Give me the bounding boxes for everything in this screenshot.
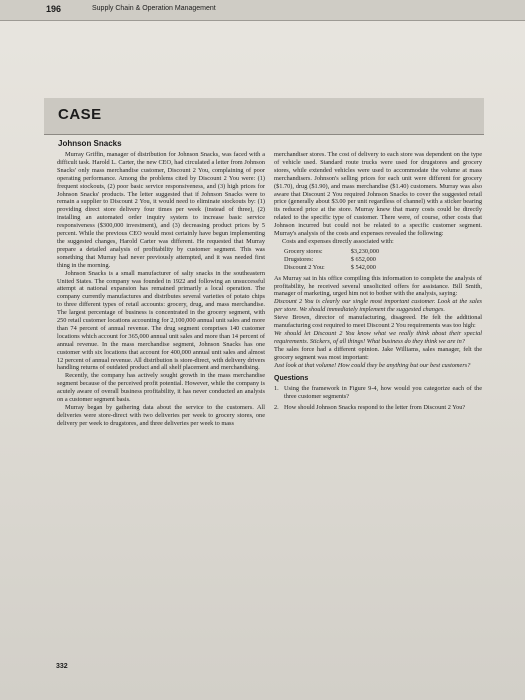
page-number-top: 196 — [46, 4, 62, 14]
question-number: 1. — [274, 385, 279, 393]
running-head: Supply Chain & Operation Management — [92, 5, 216, 12]
case-label: CASE — [58, 106, 102, 123]
case-banner — [44, 98, 484, 135]
cost-amount: $ 542,000 — [350, 263, 376, 271]
left-paragraph-4: Murray began by gathering data about the service to the customers. All deliveries were store-direct with two deliveries per week to grocery stores, one delivery per week to drugstores, and three deliveries per week to mass — [57, 404, 265, 427]
cost-label: Grocery stores: — [284, 247, 323, 255]
cost-table — [284, 248, 379, 272]
right-paragraph-4: The sales force had a different opinion. Jake Williams, sales manager, felt the grocery segment was most important: — [274, 345, 482, 361]
question-item — [274, 404, 482, 412]
right-paragraph-2: As Murray sat in his office compiling this information to complete the analysis of profitability, he received several unsolicited offers for assistance. Bill Smith, manager of marketing, urged him not to bother with the analysis, saying: — [274, 274, 482, 298]
quote-manufacturing: We should let Discount 2 You know what we really think about their special requirements. Stickers, of all things! What business do they think we are in? — [274, 329, 482, 345]
left-column — [57, 151, 265, 661]
cost-label: Drugstores: — [284, 255, 314, 263]
cost-amount: $3,230,000 — [350, 247, 380, 255]
question-item — [274, 385, 482, 401]
left-paragraph-2: Johnson Snacks is a small manufacturer of salty snacks in the southeastern United States. The company was founded in 1922 and following an unsuccessful attempt at national expansion has remained primarily a local operation. The company currently manufactures and distributes several varieties of potato chips to three different types of retail accounts: grocery, drug, and mass merchandise. The largest percentage of business is concentrated in the grocery segment, with 250 retail customer locations accounting for 2,100,000 annual unit sales and more than 74 percent of annual revenue. The drug segment comprises 140 customer locations which account for 365,000 annual unit sales and more than 14 percent of annual revenue. In the mass merchandise segment, Johnson Snacks has one customer with six locations that account for 400,000 annual unit sales and almost 12 percent of annual revenue. All distribution is store-direct, with delivery drivers handling returns of outdated product and all shelf placement and merchandising. — [57, 269, 265, 372]
right-paragraph-3: Steve Brown, director of manufacturing, disagreed. He felt the additional manufacturing cost required to meet Discount 2 You requirements was too high: — [274, 314, 482, 330]
left-paragraph-3: Recently, the company has actively sought growth in the mass merchandise segment because of the perceived profit potential. However, while the company is acutely aware of overall business profitability, it has never conducted an analysis on a customer segment basis. — [57, 372, 265, 404]
cost-amount: $ 652,000 — [350, 255, 376, 263]
right-paragraph-1: merchandiser stores. The cost of delivery to each store was dependent on the type of vehicle used. Standard route trucks were used for drugstores and grocery stores, while extended vehicles were used to accommodate the volume at mass merchandisers. Johnson's selling prices for each unit were different for grocery ($1.70), drug ($1.90), and mass merchandise ($1.40) customers. Murray was also aware that Discount 2 You required Johnson Snacks to cover the suggested retail price (generally about $3.00 per unit regardless of channel) with a sticker bearing its reduced price at the store. Murray knew that many costs could be directly related to the specific type of customer. There were, of course, other costs that Johnson incurred but could not be related to a specific customer segment. Murray's analysis of the costs and expenses revealed the following: — [274, 151, 482, 238]
cost-row — [284, 264, 379, 272]
cost-label: Discount 2 You: — [284, 263, 325, 271]
quote-marketing: Discount 2 You is clearly our single most important customer. Look at the sales per store. We should immediately implement the suggested changes. — [274, 298, 482, 314]
page-number-bottom: 332 — [56, 663, 68, 670]
page-header — [0, 0, 525, 21]
question-number: 2. — [274, 404, 279, 412]
questions-heading: Questions — [274, 375, 309, 383]
case-title: Johnson Snacks — [58, 139, 122, 148]
costs-intro: Costs and expenses directly associated with: — [282, 237, 394, 245]
left-paragraph-1: Murray Griffin, manager of distribution for Johnson Snacks, was faced with a difficult task. Harold L. Carter, the new CEO, had circulated a letter from Johnson Snacks' only mass merchandise customer, Discount 2 You, complaining of poor operating performance. Among the problems cited by Discount 2 You were: (1) frequent stockouts, (2) poor basic service responsiveness, and (3) high prices for Johnson Snacks' products. The letter suggested that if Johnson Snacks were to remain a supplier to Discount 2 You, it would need to eliminate stockouts by: (1) providing direct store delivery four times per week (instead of three), (2) installing an automated order inquiry system to increase basic service responsiveness ($300,000 investment), and (3) decreasing product prices by 5 percent. While the previous CEO would most certainly have begun implementing the suggested changes, Harold Carter was different. He requested that Murray prepare a detailed analysis of profitability by customer segment. This was something that Murray had never previously attempted, and it was needed first thing in the morning. — [57, 151, 265, 269]
quote-sales: Just look at that volume! How could they be anything but our best customers? — [274, 361, 471, 369]
question-text: Using the framework in Figure 9-4, how would you categorize each of the three customer segments? — [284, 385, 482, 401]
cost-row — [284, 256, 379, 264]
cost-row — [284, 248, 379, 256]
right-column — [274, 151, 482, 591]
question-text: How should Johnson Snacks respond to the letter from Discount 2 You? — [284, 404, 466, 412]
